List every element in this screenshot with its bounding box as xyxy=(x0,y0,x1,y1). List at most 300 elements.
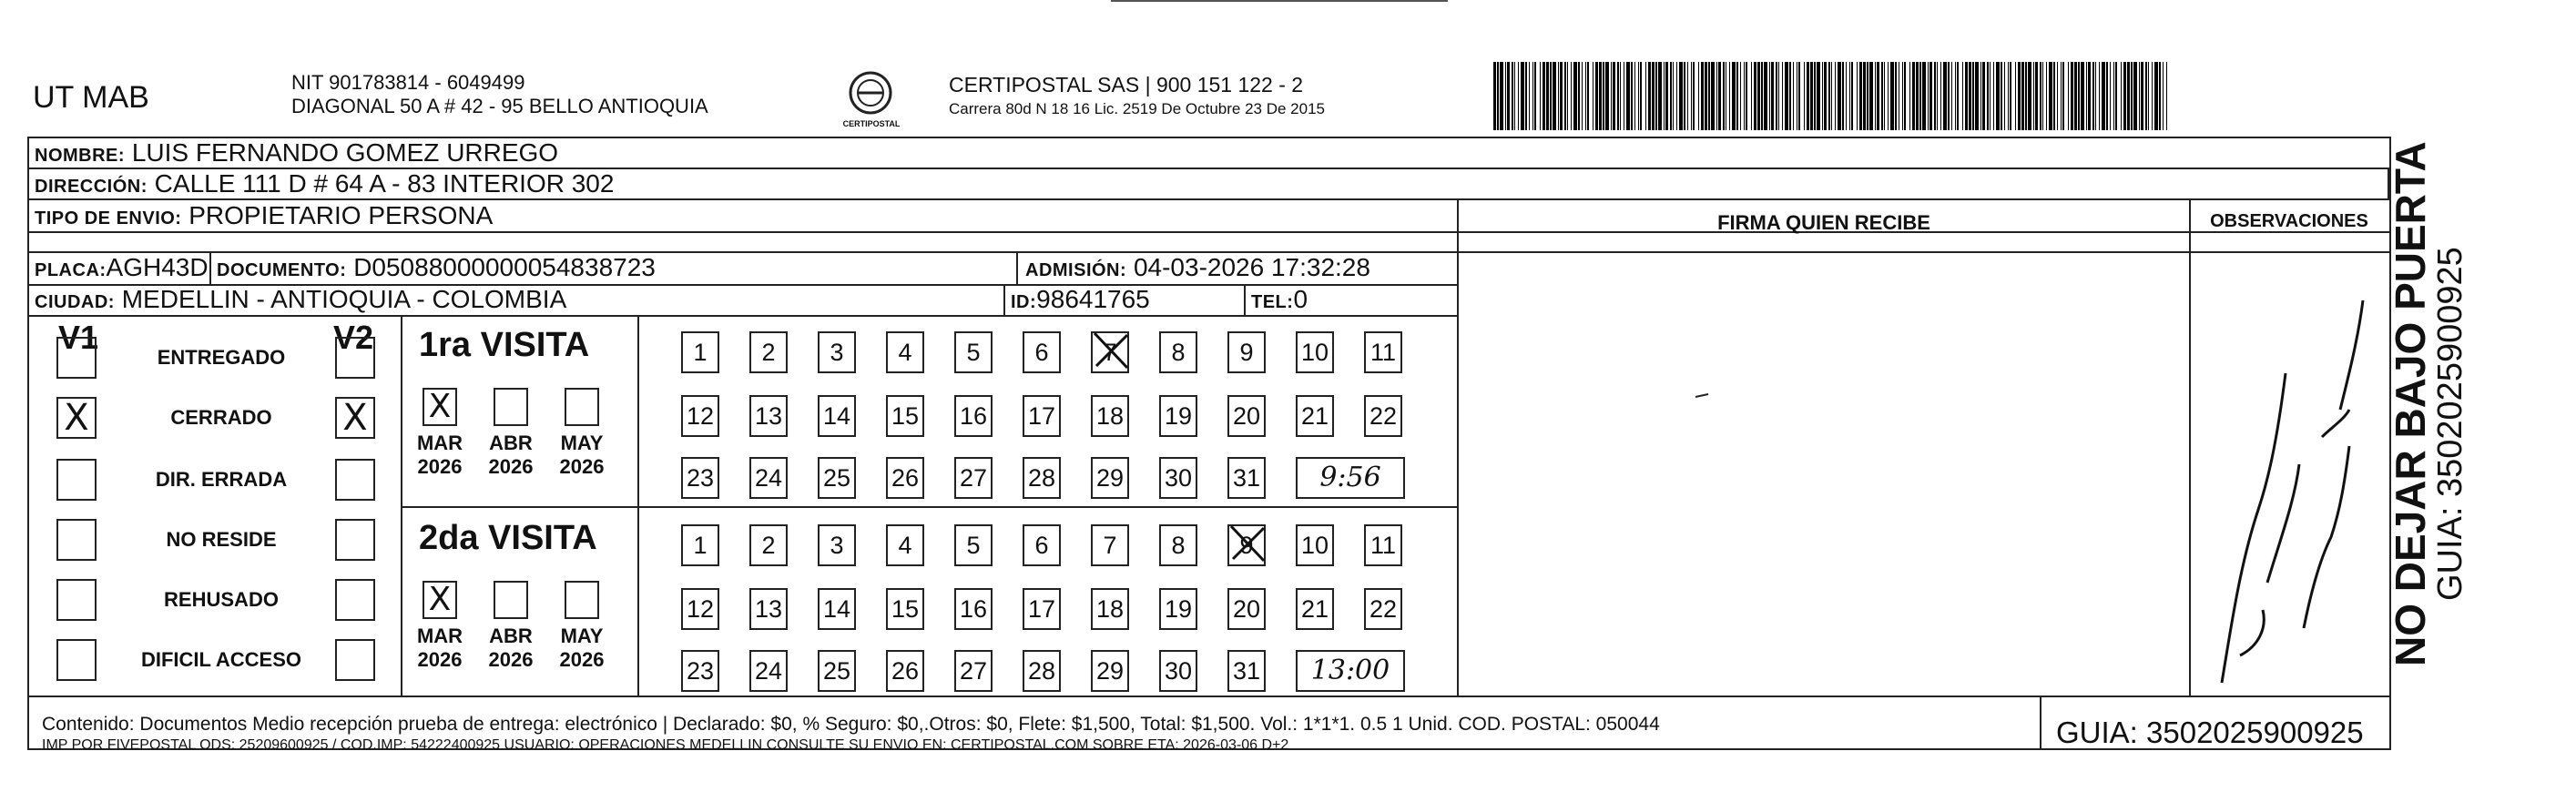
barcode-bar xyxy=(2015,62,2016,130)
col-divider xyxy=(1244,284,1246,315)
placa-value: AGH43D xyxy=(106,253,209,281)
barcode-bar xyxy=(1761,62,1763,130)
tipo-row xyxy=(35,202,493,232)
day-box[interactable]: 24 xyxy=(749,457,788,499)
barcode-bar xyxy=(1980,62,1981,130)
barcode-bar xyxy=(2074,62,2077,130)
day-box[interactable]: 18 xyxy=(1091,395,1129,437)
v2-label: V2 xyxy=(333,319,374,356)
barcode-bar xyxy=(1888,62,1889,130)
barcode-bar xyxy=(2040,62,2041,130)
tipo-value: PROPIETARIO PERSONA xyxy=(188,201,494,229)
barcode-bar xyxy=(2127,62,2130,130)
barcode-bar xyxy=(1578,62,1580,130)
day-box[interactable]: 13 xyxy=(749,588,788,630)
placa-row xyxy=(35,254,209,284)
footer-imp-line: IMP POR FIVEPOSTAL ODS: 25209600925 / COD.IMP: 54222400925 USUARIO: OPERACIONES MEDELLIN CONSULTE SU ENVIO EN: CERTIPOSTAL.COM SOBRE ETA: 2026-03-06 D+2 xyxy=(42,737,1289,753)
barcode-bar xyxy=(2086,62,2087,130)
barcode-bar xyxy=(1867,62,1868,130)
day-box[interactable]: 22 xyxy=(1364,395,1402,437)
day-box[interactable]: 6 xyxy=(1023,524,1061,566)
barcode-bar xyxy=(1746,62,1747,130)
barcode-bar xyxy=(1595,62,1598,130)
barcode-bar xyxy=(2131,62,2133,130)
day-box[interactable]: 17 xyxy=(1023,395,1061,437)
barcode-bar xyxy=(1505,62,1506,130)
day-box[interactable]: 20 xyxy=(1227,588,1266,630)
barcode-bar xyxy=(2061,62,2062,130)
month-name: MAY xyxy=(560,624,604,647)
barcode-bar xyxy=(2141,62,2143,130)
day-box[interactable]: 10 xyxy=(1296,524,1334,566)
barcode-bar xyxy=(1744,62,1745,130)
barcode-bar xyxy=(1493,62,1496,130)
id-value: 98641765 xyxy=(1036,285,1150,313)
barcode-bar xyxy=(1558,62,1559,130)
barcode-bar xyxy=(1764,62,1767,130)
day-box[interactable]: 21 xyxy=(1296,588,1334,630)
day-box[interactable]: 16 xyxy=(954,395,993,437)
barcode-bar xyxy=(2148,62,2149,130)
ciudad-label: CIUDAD: xyxy=(35,292,115,312)
day-box[interactable]: 3 xyxy=(818,524,856,566)
barcode-bar xyxy=(1585,62,1586,130)
barcode-bar xyxy=(1846,62,1847,130)
barcode-bar xyxy=(1922,62,1926,130)
barcode-bar xyxy=(2099,62,2100,130)
barcode-bar xyxy=(1605,62,1609,130)
ciudad-value: MEDELLIN - ANTIOQUIA - COLOMBIA xyxy=(121,285,567,313)
day-box[interactable]: 21 xyxy=(1296,395,1334,437)
barcode-bar xyxy=(2088,62,2091,130)
month-checkbox[interactable]: X xyxy=(423,388,457,426)
day-box[interactable]: 4 xyxy=(886,524,924,566)
day-box[interactable]: 22 xyxy=(1364,588,1402,630)
v1-checkbox[interactable] xyxy=(56,337,97,379)
barcode-bar xyxy=(1807,62,1809,130)
barcode-bar xyxy=(1701,62,1704,130)
barcode-bar xyxy=(2057,62,2058,130)
tel-row xyxy=(1251,286,1308,316)
barcode-bar xyxy=(1912,62,1915,130)
month-year: 2026 xyxy=(559,455,605,478)
barcode-bar xyxy=(1789,62,1791,130)
day-box[interactable]: 9 xyxy=(1227,331,1266,373)
logo-caption: CERTIPOSTAL xyxy=(842,119,901,128)
day-box[interactable]: 13 xyxy=(749,395,788,437)
side-warning: NO DEJAR BAJO PUERTA xyxy=(2387,141,2434,666)
day-box[interactable]: 30 xyxy=(1159,650,1197,692)
barcode-bar xyxy=(2081,62,2084,130)
day-box[interactable]: 15 xyxy=(886,395,924,437)
month-name: ABR xyxy=(489,432,533,454)
barcode-bar xyxy=(1965,62,1968,130)
day-box[interactable]: 8 xyxy=(1159,331,1197,373)
status-label: REHUSADO xyxy=(164,588,279,611)
barcode-bar xyxy=(2121,62,2122,130)
month-checkbox[interactable] xyxy=(565,581,599,619)
day-box[interactable]: 1 xyxy=(681,331,719,373)
barcode-bar xyxy=(1550,62,1552,130)
v1-checkbox[interactable]: X xyxy=(56,397,97,439)
barcode-bar xyxy=(2053,62,2055,130)
barcode xyxy=(1493,62,2172,130)
barcode-bar xyxy=(1573,62,1577,130)
barcode-bar xyxy=(2042,62,2043,130)
month-name: MAR xyxy=(416,624,463,647)
org-nit-address xyxy=(291,71,708,118)
barcode-bar xyxy=(1691,62,1692,130)
status-label: NO RESIDE xyxy=(166,528,277,551)
barcode-bar xyxy=(1904,62,1906,130)
barcode-bar xyxy=(1838,62,1841,130)
v1-checkbox[interactable] xyxy=(56,639,97,681)
day-box[interactable]: 5 xyxy=(954,331,993,373)
placa-label: PLACA: xyxy=(35,260,107,280)
v2-checkbox[interactable] xyxy=(335,639,375,681)
side-guia: GUIA: 3502025900925 xyxy=(2431,247,2469,601)
status-label: DIR. ERRADA xyxy=(155,468,288,491)
barcode-bar xyxy=(2110,62,2111,130)
barcode-bar xyxy=(2025,62,2027,130)
v2-checkbox[interactable] xyxy=(335,337,375,379)
barcode-bar xyxy=(1740,62,1741,130)
barcode-bar xyxy=(1540,62,1541,130)
barcode-bar xyxy=(1564,62,1566,130)
month-label xyxy=(412,432,467,479)
direccion-label: DIRECCIÓN: xyxy=(35,177,148,197)
month-name: MAR xyxy=(416,432,463,454)
barcode-bar xyxy=(2068,62,2069,130)
barcode-bar xyxy=(2078,62,2080,130)
barcode-bar xyxy=(1751,62,1752,130)
day-box[interactable]: 11 xyxy=(1364,331,1402,373)
barcode-bar xyxy=(1776,62,1777,130)
day-box[interactable]: 19 xyxy=(1159,588,1197,630)
barcode-bar xyxy=(1972,62,1974,130)
v2-checkbox[interactable]: X xyxy=(335,397,375,439)
v2-checkbox[interactable] xyxy=(335,459,375,501)
v1-checkbox[interactable] xyxy=(56,519,97,561)
certipostal-line2: Carrera 80d N 18 16 Lic. 2519 De Octubre 23 De 2015 xyxy=(949,100,1325,117)
visit-time[interactable]: 13:00 xyxy=(1296,650,1405,692)
barcode-bar xyxy=(1518,62,1519,130)
direccion-value: CALLE 111 D # 64 A - 83 INTERIOR 302 xyxy=(154,169,615,198)
footer-guia: GUIA: 3502025900925 xyxy=(2056,716,2364,749)
certipostal-line1: CERTIPOSTAL SAS | 900 151 122 - 2 xyxy=(949,73,1304,96)
barcode-bar xyxy=(1881,62,1883,130)
barcode-bar xyxy=(2071,62,2073,130)
barcode-bar xyxy=(1567,62,1568,130)
barcode-bar xyxy=(1543,62,1545,130)
barcode-bar xyxy=(1993,62,1994,130)
barcode-bar xyxy=(1948,62,1950,130)
month-checkbox[interactable] xyxy=(494,581,528,619)
day-box[interactable]: 14 xyxy=(818,395,856,437)
col-divider xyxy=(2040,696,2041,750)
v2-checkbox[interactable] xyxy=(335,519,375,561)
barcode-bar xyxy=(1895,62,1897,130)
barcode-bar xyxy=(2062,62,2064,130)
barcode-bar xyxy=(2008,62,2009,130)
barcode-bar xyxy=(1500,62,1503,130)
admision-label: ADMISIÓN: xyxy=(1025,260,1127,280)
barcode-bar xyxy=(2113,62,2114,130)
barcode-bar xyxy=(1729,62,1730,130)
v2-checkbox[interactable] xyxy=(335,579,375,621)
barcode-bar xyxy=(1673,62,1674,130)
barcode-bar xyxy=(1919,62,1921,130)
visit-title: 2da VISITA xyxy=(419,519,597,557)
barcode-bar xyxy=(1757,62,1760,130)
day-box[interactable]: 8 xyxy=(1159,524,1197,566)
nombre-label: NOMBRE: xyxy=(35,146,126,166)
day-box[interactable]: 30 xyxy=(1159,457,1197,499)
month-checkbox[interactable] xyxy=(494,388,528,426)
barcode-bar xyxy=(1859,62,1862,130)
barcode-bar xyxy=(1851,62,1853,130)
day-box[interactable]: 20 xyxy=(1227,395,1266,437)
barcode-bar xyxy=(1658,62,1662,130)
barcode-bar xyxy=(2001,62,2002,130)
barcode-bar xyxy=(1929,62,1932,130)
month-name: ABR xyxy=(489,624,533,647)
barcode-bar xyxy=(1969,62,1971,130)
barcode-bar xyxy=(1817,62,1820,130)
barcode-bar xyxy=(2123,62,2126,130)
barcode-bar xyxy=(1943,62,1947,130)
barcode-bar xyxy=(1754,62,1756,130)
barcode-bar xyxy=(1684,62,1685,130)
barcode-bar xyxy=(1822,62,1823,130)
day-box[interactable]: 2 xyxy=(749,524,788,566)
day-box[interactable]: 19 xyxy=(1159,395,1197,437)
barcode-bar xyxy=(2106,62,2108,130)
barcode-bar xyxy=(1532,62,1533,130)
address-line: DIAGONAL 50 A # 42 - 95 BELLO ANTIOQUIA xyxy=(291,95,708,117)
barcode-bar xyxy=(1638,62,1639,130)
day-box[interactable]: 7 xyxy=(1091,524,1129,566)
barcode-bar xyxy=(1640,62,1642,130)
tel-label: TEL: xyxy=(1251,292,1294,312)
day-box[interactable]: 23 xyxy=(681,650,719,692)
barcode-bar xyxy=(1782,62,1783,130)
documento-value: D05088000000054838723 xyxy=(353,253,656,281)
id-row xyxy=(1011,286,1150,316)
barcode-bar xyxy=(2010,62,2011,130)
day-box[interactable]: 31 xyxy=(1227,457,1266,499)
col-divider xyxy=(2189,198,2191,697)
barcode-bar xyxy=(1934,62,1936,130)
ciudad-row xyxy=(35,286,566,316)
barcode-bar xyxy=(2152,62,2153,130)
barcode-bar xyxy=(1778,62,1779,130)
barcode-bar xyxy=(1785,62,1788,130)
month-year: 2026 xyxy=(417,455,463,478)
barcode-bar xyxy=(1718,62,1721,130)
day-box[interactable]: 16 xyxy=(954,588,993,630)
barcode-bar xyxy=(1723,62,1725,130)
nit-line: NIT 901783814 - 6049499 xyxy=(291,71,525,94)
day-box[interactable]: 26 xyxy=(886,650,924,692)
v1-label: V1 xyxy=(58,319,99,356)
certipostal-logo-icon xyxy=(847,69,894,117)
day-box[interactable]: 31 xyxy=(1227,650,1266,692)
direccion-row xyxy=(35,170,614,200)
barcode-bar xyxy=(1716,62,1717,130)
day-box[interactable]: 3 xyxy=(818,331,856,373)
day-box[interactable]: 27 xyxy=(954,650,993,692)
day-box[interactable]: 12 xyxy=(681,588,719,630)
footer-content-line: Contenido: Documentos Medio recepción prueba de entrega: electrónico | Declarado: $0, % Seguro: $0,.Otros: $0, Flete: $1,500, Total: $1,500. Vol.: 1*1*1. 0.5 1 Unid. COD. POSTAL: 050044 xyxy=(42,714,1660,735)
day-box[interactable]: 24 xyxy=(749,650,788,692)
day-box[interactable]: 1 xyxy=(681,524,719,566)
day-box[interactable]: 28 xyxy=(1023,650,1061,692)
day-box[interactable]: 9 xyxy=(1227,524,1266,566)
day-box[interactable]: 15 xyxy=(886,588,924,630)
barcode-bar xyxy=(1698,62,1699,130)
barcode-bar xyxy=(1849,62,1850,130)
day-box[interactable]: 25 xyxy=(818,457,856,499)
day-box[interactable]: 17 xyxy=(1023,588,1061,630)
month-label xyxy=(555,624,609,672)
barcode-bar xyxy=(1884,62,1885,130)
org-name: UT MAB xyxy=(33,80,149,115)
day-box[interactable]: 28 xyxy=(1023,457,1061,499)
barcode-bar xyxy=(2166,62,2167,130)
barcode-bar xyxy=(1507,62,1510,130)
visit-time[interactable]: 9:56 xyxy=(1296,457,1405,499)
barcode-bar xyxy=(1626,62,1630,130)
barcode-bar xyxy=(1957,62,1959,130)
barcode-bar xyxy=(1582,62,1583,130)
barcode-bar xyxy=(2159,62,2161,130)
documento-row xyxy=(217,254,656,284)
barcode-bar xyxy=(1877,62,1879,130)
col-divider xyxy=(1457,198,1459,697)
barcode-bar xyxy=(1679,62,1683,130)
month-year: 2026 xyxy=(488,455,534,478)
barcode-bar xyxy=(2154,62,2158,130)
barcode-bar xyxy=(1863,62,1866,130)
barcode-bar xyxy=(1909,62,1910,130)
barcode-bar xyxy=(1693,62,1695,130)
day-box[interactable]: 10 xyxy=(1296,331,1334,373)
day-box[interactable]: 2 xyxy=(749,331,788,373)
barcode-bar xyxy=(1835,62,1836,130)
barcode-bar xyxy=(1708,62,1710,130)
barcode-bar xyxy=(1620,62,1621,130)
barcode-bar xyxy=(1996,62,2000,130)
barcode-bar xyxy=(1512,62,1513,130)
month-checkbox[interactable] xyxy=(565,388,599,426)
day-box[interactable]: 4 xyxy=(886,331,924,373)
barcode-bar xyxy=(1975,62,1979,130)
barcode-bar xyxy=(1902,62,1903,130)
day-box[interactable]: 18 xyxy=(1091,588,1129,630)
barcode-bar xyxy=(1804,62,1805,130)
col-divider xyxy=(209,251,211,284)
barcode-bar xyxy=(2021,62,2024,130)
barcode-bar xyxy=(1664,62,1665,130)
day-box[interactable]: 29 xyxy=(1091,650,1129,692)
month-checkbox[interactable]: X xyxy=(423,581,457,619)
day-box[interactable]: 14 xyxy=(818,588,856,630)
day-box[interactable]: 27 xyxy=(954,457,993,499)
day-box[interactable]: 6 xyxy=(1023,331,1061,373)
barcode-bar xyxy=(1603,62,1604,130)
barcode-bar xyxy=(2133,62,2137,130)
month-label xyxy=(412,624,467,672)
barcode-bar xyxy=(1842,62,1844,130)
barcode-bar xyxy=(2095,62,2096,130)
day-box[interactable]: 23 xyxy=(681,457,719,499)
barcode-bar xyxy=(2102,62,2105,130)
barcode-bar xyxy=(1987,62,1989,130)
barcode-bar xyxy=(1611,62,1612,130)
barcode-bar xyxy=(1587,62,1589,130)
month-label xyxy=(555,432,609,479)
day-box[interactable]: 5 xyxy=(954,524,993,566)
month-year: 2026 xyxy=(559,648,605,671)
col-divider xyxy=(1003,284,1005,315)
month-year: 2026 xyxy=(488,648,534,671)
barcode-bar xyxy=(1951,62,1952,130)
barcode-bar xyxy=(1875,62,1876,130)
signature-mark xyxy=(1694,391,1712,401)
day-box[interactable]: 12 xyxy=(681,395,719,437)
barcode-bar xyxy=(1560,62,1563,130)
day-box[interactable]: 29 xyxy=(1091,457,1129,499)
barcode-bar xyxy=(2139,62,2140,130)
month-label xyxy=(484,624,538,672)
admision-value: 04-03-2026 17:32:28 xyxy=(1133,253,1370,281)
day-box[interactable]: 25 xyxy=(818,650,856,692)
barcode-bar xyxy=(2035,62,2038,130)
barcode-bar xyxy=(1828,62,1830,130)
barcode-bar xyxy=(1990,62,1991,130)
barcode-bar xyxy=(1890,62,1894,130)
barcode-bar xyxy=(1916,62,1919,130)
day-box[interactable]: 7 xyxy=(1091,331,1129,373)
barcode-bar xyxy=(1617,62,1619,130)
barcode-bar xyxy=(2004,62,2005,130)
barcode-bar xyxy=(1711,62,1715,130)
barcode-bar xyxy=(1771,62,1774,130)
documento-label: DOCUMENTO: xyxy=(217,260,347,280)
barcode-bar xyxy=(2145,62,2147,130)
barcode-bar xyxy=(1869,62,1873,130)
barcode-bar xyxy=(1670,62,1672,130)
barcode-bar xyxy=(1655,62,1657,130)
day-box[interactable]: 26 xyxy=(886,457,924,499)
barcode-bar xyxy=(1571,62,1572,130)
visit-title: 1ra VISITA xyxy=(419,326,590,364)
day-box[interactable]: 11 xyxy=(1364,524,1402,566)
v1-checkbox[interactable] xyxy=(56,459,97,501)
barcode-bar xyxy=(1962,62,1963,130)
barcode-bar xyxy=(1937,62,1938,130)
barcode-bar xyxy=(1525,62,1527,130)
barcode-bar xyxy=(1705,62,1707,130)
month-label xyxy=(484,432,538,479)
barcode-bar xyxy=(1645,62,1646,130)
barcode-bar xyxy=(1613,62,1615,130)
barcode-bar xyxy=(1736,62,1738,130)
top-cut-line xyxy=(1111,0,1448,2)
v1-checkbox[interactable] xyxy=(56,579,97,621)
admision-row xyxy=(1025,254,1370,284)
